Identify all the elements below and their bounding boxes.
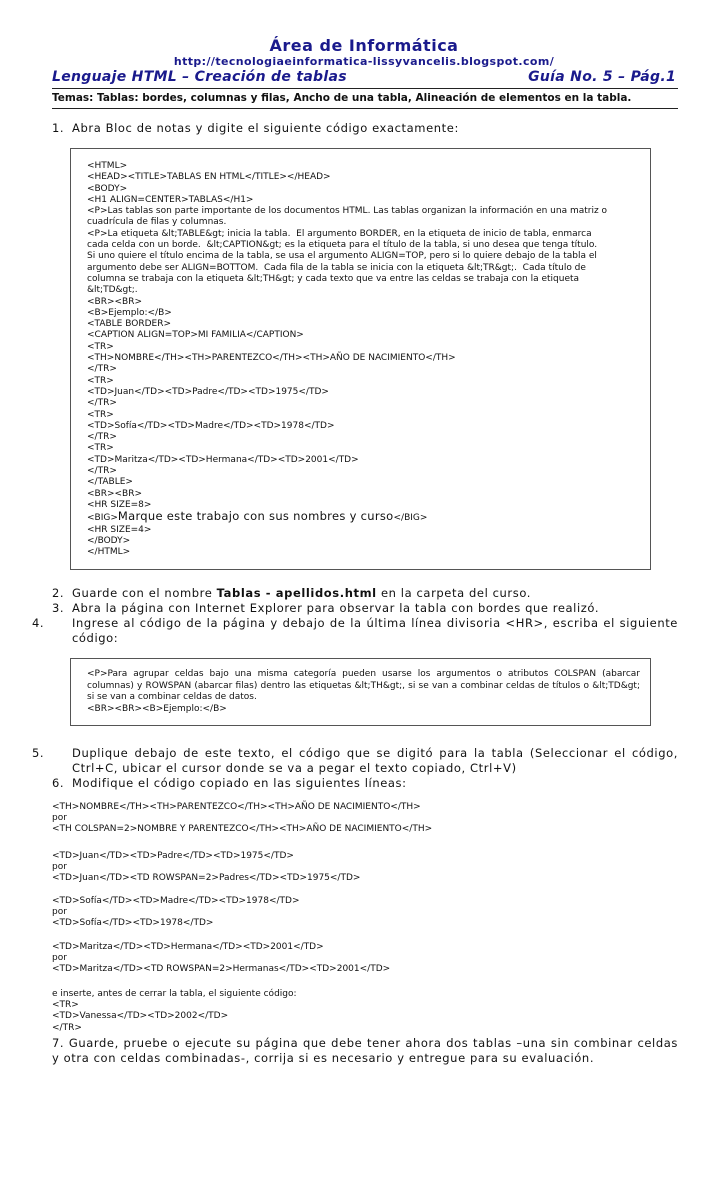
big-open-tag: <BIG> [87, 513, 118, 524]
code-box-2 [70, 658, 651, 726]
code-line: <HTML> [87, 161, 128, 171]
code-line: &lt;TD&gt;. [87, 285, 138, 296]
code-line: cuadrícula de filas y columnas. [87, 217, 227, 228]
step-5-number: 5. [32, 746, 45, 760]
code-line: </TR> [87, 466, 117, 477]
por-word: por [52, 813, 67, 824]
step-1 [52, 121, 678, 136]
code-2-last-line: <BR><BR><B>Ejemplo:</B> [87, 703, 227, 714]
blog-url: http://tecnologiaeinformatica-lissyvancelis.blogspot.com/ [173, 55, 555, 68]
step-6 [52, 776, 678, 791]
insert-code-group [52, 989, 678, 1034]
code-1-big-line [87, 511, 640, 524]
modification-group-1 [52, 802, 678, 836]
por-word: por [52, 907, 67, 918]
code-line: </TR> [87, 364, 117, 375]
por-word: por [52, 862, 67, 873]
insert-line: </TR> [52, 1022, 82, 1033]
insert-line: <TD>Vanessa</TD><TD>2002</TD> [52, 1011, 229, 1022]
step-2-number: 2. [52, 586, 65, 600]
code-line: <HR SIZE=4> [87, 524, 152, 535]
step-2-text: Guarde con el nombre [72, 586, 217, 600]
code-line: <TR> [87, 375, 114, 386]
topics-line: Temas: Tablas: bordes, columnas y filas, Ancho de una tabla, Alineación de elementos en la tabla. [52, 92, 632, 104]
step-1-number: 1. [52, 121, 65, 135]
por-word: por [52, 953, 67, 964]
step-3-number: 3. [52, 601, 65, 615]
replacement-line: <TD>Sofía</TD><TD>1978</TD> [52, 918, 214, 929]
step-3-text: Abra la página con Internet Explorer para observar la tabla con bordes que realizó. [72, 601, 600, 615]
code-line: </TABLE> [87, 477, 133, 488]
code-line: <TD>Juan</TD><TD>Padre</TD><TD>1975</TD> [87, 386, 329, 397]
step-4-text: Ingrese al código de la página y debajo de la última línea divisoria <HR>, escriba el siguiente código: [72, 616, 678, 645]
insert-instruction: e inserte, antes de cerrar la tabla, el siguiente código: [52, 989, 297, 999]
code-line: cada celda con un borde. &lt;CAPTION&gt; es la etiqueta para el título de la tabla, si uno desea que tenga título. [87, 240, 598, 251]
code-line: <P>Las tablas son parte importante de los documentos HTML. Las tablas organizan la información en una matriz o [87, 206, 608, 217]
step-6-text: Modifique el código copiado en las siguientes líneas: [72, 776, 407, 790]
replacement-line: <TD>Maritza</TD><TD ROWSPAN=2>Hermanas</TD><TD>2001</TD> [52, 964, 391, 975]
code-line: <BR><BR> [87, 296, 143, 307]
original-line: <TH>NOMBRE</TH><TH>PARENTEZCO</TH><TH>AÑO DE NACIMIENTO</TH> [52, 802, 421, 812]
modification-group-4 [52, 942, 678, 976]
topics-rule [52, 108, 678, 109]
step-4-number: 4. [32, 616, 45, 630]
step-2-filename: Tablas - apellidos.html [216, 586, 377, 600]
code-2-paragraph: <P>Para agrupar celdas bajo una misma categoría pueden usarse los argumentos o atributos COLSPAN (abarcar columnas) y ROWSPAN (abarcar filas) dentro las etiquetas &lt;TH&gt;, si se van a combinar celdas de títulos o &lt;TD&gt; si se van a combinar celdas de datos. [87, 669, 640, 702]
step-3 [52, 601, 678, 616]
code-1-lines [87, 161, 640, 511]
code-line: columna se trabaja con la etiqueta &lt;TH&gt; y cada texto que va entre las celdas se trabaja con la etiqueta [87, 273, 580, 284]
header-rule [52, 88, 678, 89]
course-title: Lenguaje HTML – Creación de tablas [52, 69, 347, 85]
code-line: <TD>Sofía</TD><TD>Madre</TD><TD>1978</TD> [87, 420, 335, 431]
step-2 [52, 586, 678, 601]
code-line: </TR> [87, 432, 117, 443]
original-line: <TD>Juan</TD><TD>Padre</TD><TD>1975</TD> [52, 851, 294, 861]
code-line: <TABLE BORDER> [87, 319, 171, 330]
modification-group-3 [52, 896, 678, 930]
code-line: <BR><BR> [87, 488, 143, 499]
code-line: </BODY> [87, 535, 131, 546]
replacement-line: <TD>Juan</TD><TD ROWSPAN=2>Padres</TD><TD>1975</TD> [52, 873, 361, 884]
original-line: <TD>Maritza</TD><TD>Hermana</TD><TD>2001</TD> [52, 942, 324, 952]
code-line: </TR> [87, 398, 117, 409]
page-title: Área de Informática [269, 36, 459, 55]
code-line: <H1 ALIGN=CENTER>TABLAS</H1> [87, 194, 254, 205]
replacement-line: <TH COLSPAN=2>NOMBRE Y PARENTEZCO</TH><TH>AÑO DE NACIMIENTO</TH> [52, 824, 433, 835]
step-4 [32, 616, 678, 646]
insert-line: <TR> [52, 1000, 79, 1011]
code-line: <HEAD><TITLE>TABLAS EN HTML</TITLE></HEAD> [87, 172, 331, 183]
step-7: 7. Guarde, pruebe o ejecute su página que debe tener ahora dos tablas –una sin combinar celdas y otra con celdas combinadas-, corrija si es necesario y entregue para su evaluación. [52, 1036, 678, 1065]
code-line: <TD>Maritza</TD><TD>Hermana</TD><TD>2001</TD> [87, 454, 359, 465]
code-box-1 [70, 148, 651, 570]
code-line: <TH>NOMBRE</TH><TH>PARENTEZCO</TH><TH>AÑO DE NACIMIENTO</TH> [87, 353, 456, 364]
modification-group-2 [52, 851, 678, 885]
step-1-text: Abra Bloc de notas y digite el siguiente código exactamente: [72, 121, 459, 135]
step-2-text-end: en la carpeta del curso. [376, 586, 532, 600]
code-line: <TR> [87, 409, 114, 420]
big-close-tag: </BIG> [393, 513, 428, 524]
code-line: <P>La etiqueta &lt;TABLE&gt; inicia la tabla. El argumento BORDER, en la etiqueta de inicio de tabla, enmarca [87, 228, 592, 239]
code-line: <HR SIZE=8> [87, 499, 152, 510]
big-text: Marque este trabajo con sus nombres y curso [117, 509, 394, 524]
code-line: <CAPTION ALIGN=TOP>MI FAMILIA</CAPTION> [87, 330, 304, 341]
code-line: argumento debe ser ALIGN=BOTTOM. Cada fila de la tabla se inicia con la etiqueta &lt;TR&gt;. Cada título de [87, 262, 586, 273]
code-1-end-lines [87, 525, 640, 559]
step-5-text: Duplique debajo de este texto, el código que se digitó para la tabla (Seleccionar el código, Ctrl+C, ubicar el cursor donde se va a pegar el texto copiado, Ctrl+V) [72, 746, 678, 775]
guide-number: Guía No. 5 – Pág.1 [528, 69, 676, 85]
original-line: <TD>Sofía</TD><TD>Madre</TD><TD>1978</TD> [52, 896, 300, 906]
step-5 [32, 746, 678, 776]
code-line: </HTML> [87, 547, 131, 558]
code-line: <BODY> [87, 183, 128, 194]
code-line: <TR> [87, 341, 114, 352]
code-line: Si uno quiere el título encima de la tabla, se usa el argumento ALIGN=TOP, pero si lo quiere debajo de la tabla el [87, 251, 597, 262]
step-6-number: 6. [52, 776, 65, 790]
code-line: <TR> [87, 443, 114, 454]
code-line: <B>Ejemplo:</B> [87, 307, 172, 318]
